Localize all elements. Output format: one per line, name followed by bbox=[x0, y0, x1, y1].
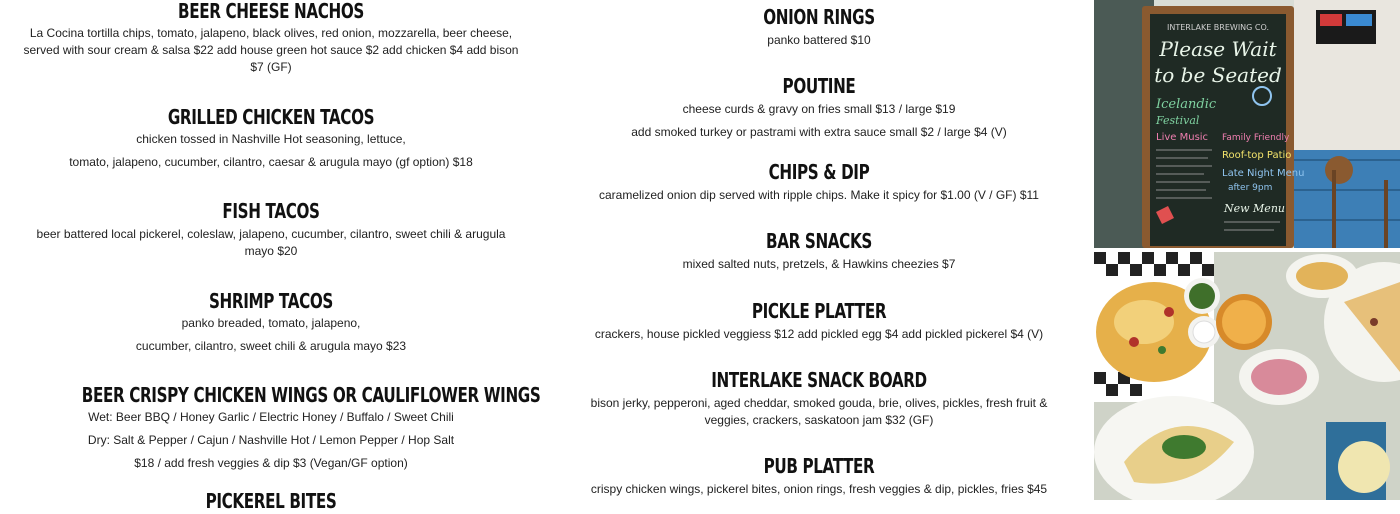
item-name: PUB PLATTER bbox=[763, 454, 875, 478]
item-description: add smoked turkey or pastrami with extra sauce small $2 / large $4 (V) bbox=[631, 125, 1007, 139]
item-description: chicken tossed in Nashville Hot seasoning, lettuce, bbox=[136, 132, 406, 146]
menu-item-shrimp-tacos bbox=[22, 288, 520, 355]
chalk-brand: INTERLAKE BREWING CO. bbox=[1167, 23, 1269, 32]
chalk-note: Icelandic bbox=[1156, 97, 1217, 112]
item-description: bison jerky, pepperoni, aged cheddar, smoked gouda, brie, olives, pickles, fresh fruit & veggies, crackers, saskatoon jam $32 (GF) bbox=[590, 396, 1048, 427]
item-description: panko breaded, tomato, jalapeno, bbox=[181, 316, 361, 330]
item-name: GRILLED CHICKEN TACOS bbox=[167, 105, 375, 129]
food-illustration bbox=[1094, 252, 1400, 500]
chalk-note: Live Music bbox=[1156, 132, 1209, 143]
chalkboard-illustration bbox=[1094, 0, 1400, 248]
menu-item-bar-snacks bbox=[578, 228, 1060, 273]
chalkboard-photo bbox=[1094, 0, 1400, 248]
item-description: Dry: Salt & Pepper / Cajun / Nashville Hot / Lemon Pepper / Hop Salt bbox=[87, 433, 455, 447]
item-description: crackers, house pickled veggiess $12 add pickled egg $4 add pickled pickerel $4 (V) bbox=[594, 327, 1044, 341]
chalk-line-2: to be Seated bbox=[1154, 63, 1282, 87]
item-name: BAR SNACKS bbox=[766, 229, 872, 253]
item-description: Wet: Beer BBQ / Honey Garlic / Electric Honey / Buffalo / Sweet Chili bbox=[88, 410, 454, 424]
chalk-note: New Menu bbox=[1224, 202, 1285, 215]
menu-item-pickerel-bites bbox=[22, 488, 520, 514]
menu-item-onion-rings bbox=[578, 4, 1060, 49]
menu-item-poutine bbox=[578, 73, 1060, 141]
item-name: POUTINE bbox=[782, 74, 856, 98]
food-photo bbox=[1094, 252, 1400, 500]
chalk-line-1: Please Wait bbox=[1159, 37, 1277, 61]
item-description: $18 / add fresh veggies & dip $3 (Vegan/GF option) bbox=[134, 456, 408, 470]
item-name: SHRIMP TACOS bbox=[208, 289, 333, 313]
menu-item-chips-and-dip bbox=[578, 159, 1060, 204]
item-description: cucumber, cilantro, sweet chili & arugula mayo $23 bbox=[135, 339, 407, 353]
item-description: beer battered local pickerel, coleslaw, jalapeno, cucumber, cilantro, sweet chili & arugula mayo $20 bbox=[36, 227, 506, 258]
item-description: cheese curds & gravy on fries small $13 / large $19 bbox=[682, 102, 956, 116]
item-name: PICKEREL BITES bbox=[205, 489, 337, 513]
photo-column bbox=[1094, 0, 1400, 500]
item-description: panko battered $10 bbox=[767, 33, 871, 47]
item-name: BEER CRISPY CHICKEN WINGS OR CAULIFLOWER WINGS bbox=[81, 383, 541, 407]
item-name: INTERLAKE SNACK BOARD bbox=[711, 368, 927, 392]
chalk-note: Festival bbox=[1156, 114, 1200, 127]
item-description: La Cocina tortilla chips, tomato, jalapeno, black olives, red onion, mozzarella, beer cheese, served with sour cream & salsa $22 add house green hot sauce $2 add chicken $4 add bison $7 (GF) bbox=[23, 26, 519, 74]
menu-item-fish-tacos bbox=[22, 198, 520, 260]
chalk-note: Family Friendly bbox=[1222, 133, 1290, 143]
menu-item-grilled-chicken-tacos bbox=[22, 104, 520, 171]
item-description: caramelized onion dip served with ripple chips. Make it spicy for $1.00 (V / GF) $11 bbox=[599, 188, 1039, 202]
chalk-note: after 9pm bbox=[1228, 183, 1273, 193]
chalk-note: Late Night Menu bbox=[1222, 168, 1305, 179]
item-name: FISH TACOS bbox=[222, 199, 320, 223]
menu-item-beer-crispy-chicken-wings bbox=[22, 382, 541, 472]
menu-item-pub-platter bbox=[578, 453, 1060, 498]
item-name: ONION RINGS bbox=[763, 5, 875, 29]
menu-item-interlake-snack-board bbox=[578, 367, 1060, 429]
item-name: BEER CHEESE NACHOS bbox=[177, 0, 365, 23]
menu-item-pickle-platter bbox=[578, 298, 1060, 343]
item-name: CHIPS & DIP bbox=[768, 160, 870, 184]
chalk-note: Roof-top Patio bbox=[1222, 150, 1292, 161]
item-description: crispy chicken wings, pickerel bites, onion rings, fresh veggies & dip, pickles, fries $45 bbox=[590, 482, 1048, 496]
item-name: PICKLE PLATTER bbox=[751, 299, 887, 323]
menu-item-beer-cheese-nachos bbox=[22, 0, 520, 76]
item-description: mixed salted nuts, pretzels, & Hawkins cheezies $7 bbox=[682, 257, 956, 271]
item-description: tomato, jalapeno, cucumber, cilantro, caesar & arugula mayo (gf option) $18 bbox=[69, 155, 473, 169]
